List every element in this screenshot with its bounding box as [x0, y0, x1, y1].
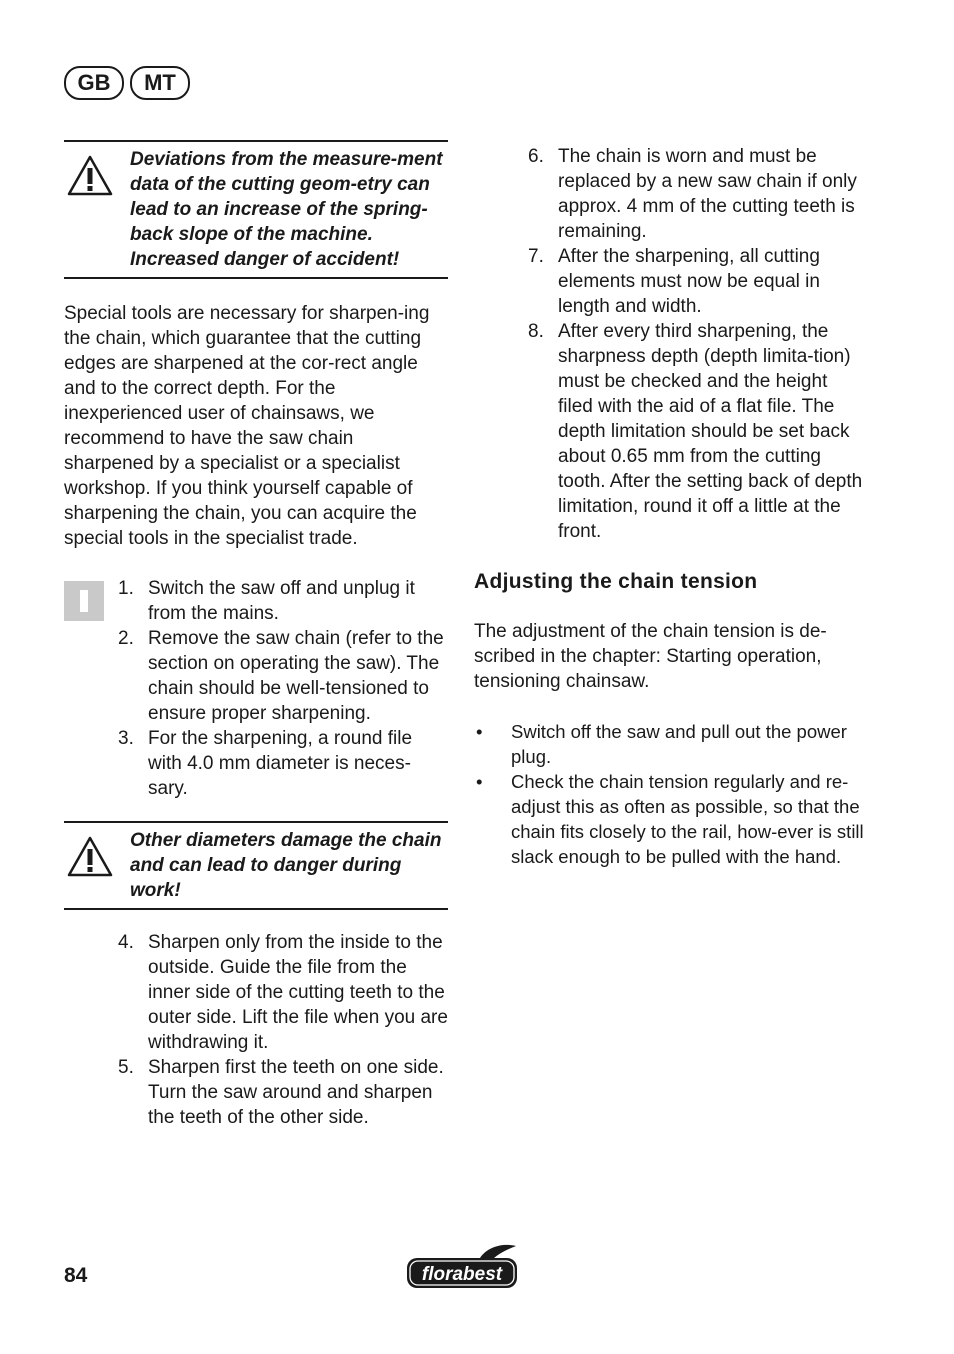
- warning-triangle-icon: [66, 154, 114, 198]
- bullet-list: [474, 719, 864, 869]
- warning-text: Deviations from the measure-ment data of the cutting geom-etry can lead to an increase of the spring-back slope of the machine. Increased danger of accident!: [130, 149, 443, 270]
- chain-tension-paragraph: The adjustment of the chain tension is de-scribed in the chapter: Starting operation, tensioning chainsaw.: [474, 621, 827, 692]
- step-number: 8.: [528, 321, 544, 342]
- list-item: [118, 626, 448, 726]
- list-item: [528, 144, 864, 244]
- step-text: After every third sharpening, the sharpness depth (depth limita-tion) must be checked and the height filed with the aid of a flat file. The depth limitation should be set back about 0.65 mm from the cutting tooth. After the setting back of depth limitation, round it off a little at the front.: [558, 321, 863, 542]
- page-number: 84: [64, 1264, 88, 1287]
- svg-text:florabest: florabest: [421, 1264, 503, 1285]
- warning-triangle-icon: [66, 835, 114, 879]
- florabest-logo: [404, 1244, 520, 1290]
- info-steps-block: [64, 576, 448, 801]
- step-number: 3.: [118, 728, 134, 749]
- lang-badge-gb: GB: [64, 66, 124, 100]
- steps-list-b: [118, 930, 448, 1130]
- left-column: [64, 140, 448, 1130]
- steps-block-continued: [64, 930, 448, 1130]
- bullet-dot: •: [476, 771, 483, 792]
- list-item: [528, 244, 864, 319]
- step-text: The chain is worn and must be replaced by a new saw chain if only approx. 4 mm of the cutting teeth is remaining.: [558, 146, 857, 242]
- step-number: 2.: [118, 628, 134, 649]
- list-item: [118, 1055, 448, 1130]
- step-text: For the sharpening, a round file with 4.0 mm diameter is neces-sary.: [148, 728, 413, 799]
- step-text: Remove the saw chain (refer to the section on operating the saw). The chain should be well-tensioned to ensure proper sharpening.: [148, 628, 444, 724]
- right-column: [474, 144, 864, 869]
- section-heading: Adjusting the chain tension: [474, 570, 758, 593]
- warning-box-diameters: [64, 821, 448, 910]
- step-number: 6.: [528, 146, 544, 167]
- warning-box-geometry: [64, 140, 448, 279]
- info-square-icon: [64, 581, 104, 621]
- list-item: [118, 576, 448, 626]
- list-item: [528, 319, 864, 544]
- list-item: [474, 719, 864, 769]
- list-item: [118, 930, 448, 1055]
- step-text: Sharpen first the teeth on one side. Turn the saw around and sharpen the teeth of the other side.: [148, 1057, 444, 1128]
- steps-list-a: [118, 576, 448, 801]
- bullet-dot: •: [476, 721, 483, 742]
- intro-paragraph: Special tools are necessary for sharpen-ing the chain, which guarantee that the cutting edges are sharpened at the cor-rect angle and to the correct depth. For the inexperienced user of chainsaws, we recommend to have the saw chain sharpened by a specialist or a specialist workshop. If you think yourself capable of sharpening the chain, you can acquire the special tools in the specialist trade.: [64, 303, 430, 549]
- bullet-text: Switch off the saw and pull out the power plug.: [511, 721, 847, 767]
- step-text: Sharpen only from the inside to the outside. Guide the file from the inner side of the cutting teeth to the outer side. Lift the file when you are withdrawing it.: [148, 932, 448, 1053]
- list-item: [118, 726, 448, 801]
- step-number: 5.: [118, 1057, 134, 1078]
- step-number: 4.: [118, 932, 134, 953]
- list-item: [474, 769, 864, 869]
- step-text: Switch the saw off and unplug it from the mains.: [148, 578, 415, 624]
- warning-text: Other diameters damage the chain and can lead to danger during work!: [130, 830, 442, 901]
- step-text: After the sharpening, all cutting elements must now be equal in length and width.: [558, 246, 820, 317]
- steps-block-right: [474, 144, 864, 544]
- step-number: 1.: [118, 578, 134, 599]
- lang-badge-mt: MT: [130, 66, 190, 100]
- bullet-text: Check the chain tension regularly and re-adjust this as often as possible, so that the chain fits closely to the rail, how-ever is still slack enough to be pulled with the hand.: [511, 771, 864, 867]
- step-number: 7.: [528, 246, 544, 267]
- language-badges: [64, 66, 190, 100]
- steps-list-c: [528, 144, 864, 544]
